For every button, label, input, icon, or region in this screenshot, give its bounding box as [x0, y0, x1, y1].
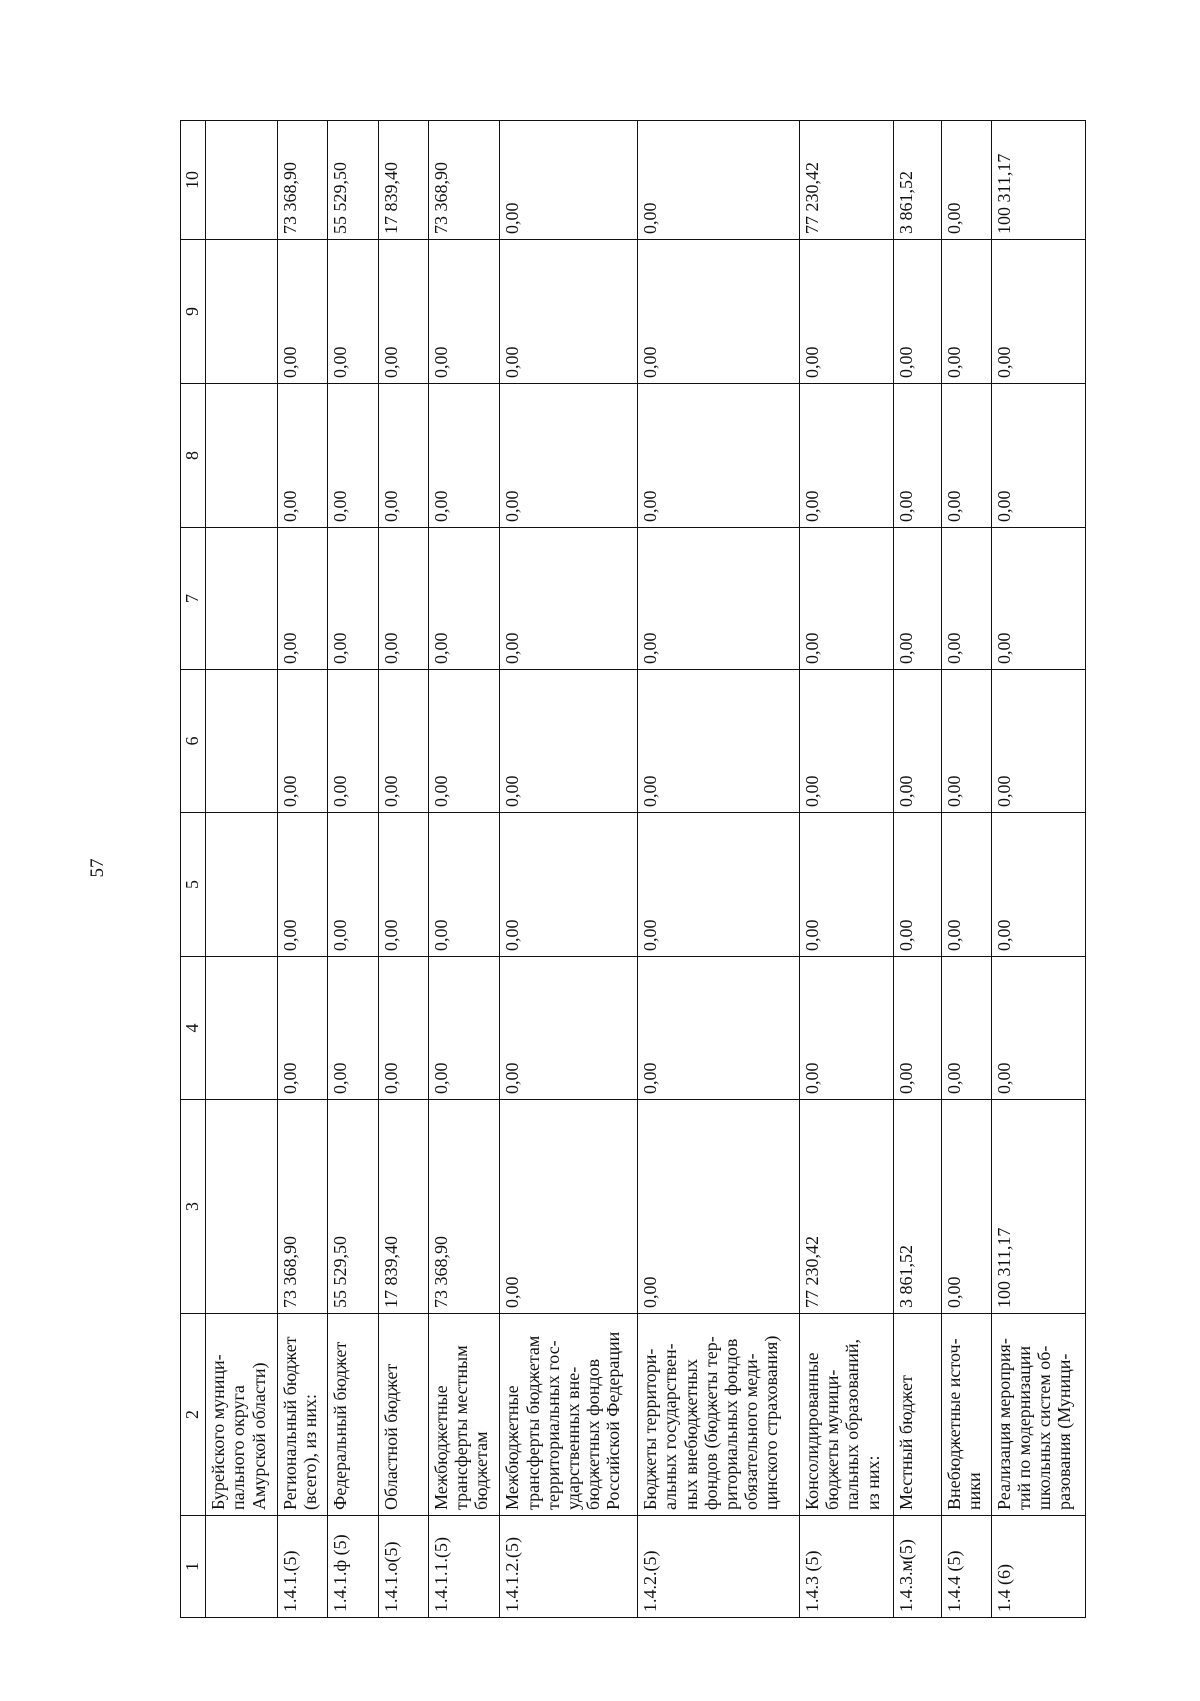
- value-cell: 0,00: [428, 670, 500, 813]
- column-header: 7: [181, 528, 206, 670]
- value-cell: [206, 813, 278, 957]
- value-cell: 0,00: [378, 384, 428, 528]
- value-cell: 0,00: [277, 240, 327, 384]
- value-cell: 0,00: [500, 670, 638, 813]
- row-code-cell: 1.4.2.(5): [638, 1516, 800, 1618]
- row-code-cell: 1.4.4 (5): [942, 1516, 992, 1618]
- value-cell: 0,00: [894, 670, 942, 813]
- page-number: 57: [87, 858, 108, 878]
- value-cell: [206, 670, 278, 813]
- value-cell: 0,00: [378, 528, 428, 670]
- row-name-cell: Бурейского муници- пального округа Амурской области): [206, 1314, 278, 1516]
- value-cell: 0,00: [638, 121, 800, 240]
- value-cell: 0,00: [500, 813, 638, 957]
- value-cell: 55 529,50: [328, 1100, 378, 1314]
- value-cell: 0,00: [894, 384, 942, 528]
- value-cell: 0,00: [800, 528, 894, 670]
- row-name-cell: Межбюджетные трансферты местным бюджетам: [428, 1314, 500, 1516]
- value-cell: 0,00: [328, 957, 378, 1100]
- row-code-cell: 1.4.1.ф (5): [328, 1516, 378, 1618]
- value-cell: 0,00: [942, 957, 992, 1100]
- value-cell: 0,00: [991, 240, 1085, 384]
- value-cell: 0,00: [638, 670, 800, 813]
- table-row: [378, 121, 428, 1618]
- table-row: [428, 121, 500, 1618]
- row-name-cell: Областной бюджет: [378, 1314, 428, 1516]
- rotated-table-wrapper: [180, 121, 1086, 1618]
- value-cell: 0,00: [328, 240, 378, 384]
- value-cell: 0,00: [991, 957, 1085, 1100]
- value-cell: 100 311,17: [991, 121, 1085, 240]
- value-cell: 0,00: [500, 384, 638, 528]
- row-name-cell: Региональный бюджет (всего), из них:: [277, 1314, 327, 1516]
- value-cell: [206, 240, 278, 384]
- budget-table: [180, 120, 1086, 1618]
- row-name-cell: Консолидированные бюджеты муници- пальных образований, из них:: [800, 1314, 894, 1516]
- value-cell: 0,00: [277, 384, 327, 528]
- table-row: [206, 121, 278, 1618]
- value-cell: 0,00: [800, 670, 894, 813]
- value-cell: 73 368,90: [277, 121, 327, 240]
- column-header: 8: [181, 384, 206, 528]
- row-code-cell: 1.4.1.(5): [277, 1516, 327, 1618]
- column-header: 3: [181, 1100, 206, 1314]
- table-row: [638, 121, 800, 1618]
- row-code-cell: 1.4.1.2.(5): [500, 1516, 638, 1618]
- value-cell: 0,00: [991, 813, 1085, 957]
- value-cell: 3 861,52: [894, 121, 942, 240]
- value-cell: 77 230,42: [800, 121, 894, 240]
- value-cell: 0,00: [638, 240, 800, 384]
- table-row: [991, 121, 1085, 1618]
- value-cell: 0,00: [428, 957, 500, 1100]
- row-name-cell: Реализация мероприя- тий по модернизации школьных систем об- разования (Муници-: [991, 1314, 1085, 1516]
- value-cell: 0,00: [991, 528, 1085, 670]
- column-header: 5: [181, 813, 206, 957]
- value-cell: 0,00: [638, 813, 800, 957]
- value-cell: 0,00: [800, 813, 894, 957]
- value-cell: 0,00: [894, 957, 942, 1100]
- column-header: 2: [181, 1314, 206, 1516]
- value-cell: 73 368,90: [277, 1100, 327, 1314]
- row-code-cell: 1.4.3 (5): [800, 1516, 894, 1618]
- row-name-cell: Бюджеты территори- альных государствен- ных внебюджетных фондов (бюджеты тер- риториальных фондов обязательного меди- цинского страхования): [638, 1314, 800, 1516]
- value-cell: 0,00: [277, 957, 327, 1100]
- value-cell: 17 839,40: [378, 121, 428, 240]
- column-header: 9: [181, 240, 206, 384]
- column-header: 6: [181, 670, 206, 813]
- value-cell: 0,00: [277, 813, 327, 957]
- table-row: [894, 121, 942, 1618]
- table-row: [500, 121, 638, 1618]
- column-header: 4: [181, 957, 206, 1100]
- row-name-cell: Местный бюджет: [894, 1314, 942, 1516]
- value-cell: 0,00: [991, 670, 1085, 813]
- value-cell: [206, 1100, 278, 1314]
- value-cell: 0,00: [378, 240, 428, 384]
- value-cell: 0,00: [991, 384, 1085, 528]
- value-cell: 0,00: [500, 528, 638, 670]
- value-cell: 0,00: [800, 240, 894, 384]
- value-cell: 0,00: [638, 1100, 800, 1314]
- value-cell: 0,00: [328, 813, 378, 957]
- value-cell: 0,00: [638, 957, 800, 1100]
- value-cell: [206, 957, 278, 1100]
- value-cell: 0,00: [428, 240, 500, 384]
- column-header: 1: [181, 1516, 206, 1618]
- column-header: 10: [181, 121, 206, 240]
- value-cell: 0,00: [378, 957, 428, 1100]
- value-cell: 0,00: [800, 384, 894, 528]
- row-name-cell: Внебюджетные источ- ники: [942, 1314, 992, 1516]
- value-cell: 77 230,42: [800, 1100, 894, 1314]
- value-cell: 0,00: [378, 813, 428, 957]
- value-cell: 17 839,40: [378, 1100, 428, 1314]
- value-cell: 3 861,52: [894, 1100, 942, 1314]
- value-cell: 0,00: [500, 121, 638, 240]
- table-row: [328, 121, 378, 1618]
- value-cell: 0,00: [500, 240, 638, 384]
- row-name-cell: Межбюджетные трансферты бюджетам территориальных гос- ударственных вне- бюджетных фондов Российской Федерации: [500, 1314, 638, 1516]
- value-cell: 0,00: [277, 528, 327, 670]
- row-code-cell: 1.4.1.о(5): [378, 1516, 428, 1618]
- value-cell: 0,00: [500, 957, 638, 1100]
- value-cell: 0,00: [800, 957, 894, 1100]
- value-cell: 0,00: [328, 528, 378, 670]
- table-body: [181, 121, 1086, 1618]
- value-cell: 0,00: [428, 384, 500, 528]
- table-row: [800, 121, 894, 1618]
- value-cell: 73 368,90: [428, 1100, 500, 1314]
- value-cell: 0,00: [942, 528, 992, 670]
- value-cell: 0,00: [277, 670, 327, 813]
- table-row: [942, 121, 992, 1618]
- value-cell: 0,00: [942, 121, 992, 240]
- row-code-cell: 1.4.3.м(5): [894, 1516, 942, 1618]
- value-cell: 0,00: [638, 528, 800, 670]
- value-cell: 100 311,17: [991, 1100, 1085, 1314]
- value-cell: 0,00: [428, 813, 500, 957]
- value-cell: 0,00: [328, 670, 378, 813]
- row-code-cell: 1.4.1.1.(5): [428, 1516, 500, 1618]
- value-cell: 0,00: [942, 384, 992, 528]
- value-cell: [206, 384, 278, 528]
- value-cell: [206, 121, 278, 240]
- value-cell: [206, 528, 278, 670]
- value-cell: 0,00: [378, 670, 428, 813]
- value-cell: 73 368,90: [428, 121, 500, 240]
- row-name-cell: Федеральный бюджет: [328, 1314, 378, 1516]
- value-cell: 0,00: [942, 670, 992, 813]
- header-row: [181, 121, 206, 1618]
- value-cell: 0,00: [942, 240, 992, 384]
- value-cell: 0,00: [328, 384, 378, 528]
- value-cell: 0,00: [894, 813, 942, 957]
- table-row: [277, 121, 327, 1618]
- row-code-cell: [206, 1516, 278, 1618]
- value-cell: 0,00: [894, 528, 942, 670]
- value-cell: 0,00: [894, 240, 942, 384]
- row-code-cell: 1.4 (6): [991, 1516, 1085, 1618]
- value-cell: 55 529,50: [328, 121, 378, 240]
- value-cell: 0,00: [428, 528, 500, 670]
- value-cell: 0,00: [638, 384, 800, 528]
- value-cell: 0,00: [500, 1100, 638, 1314]
- value-cell: 0,00: [942, 813, 992, 957]
- value-cell: 0,00: [942, 1100, 992, 1314]
